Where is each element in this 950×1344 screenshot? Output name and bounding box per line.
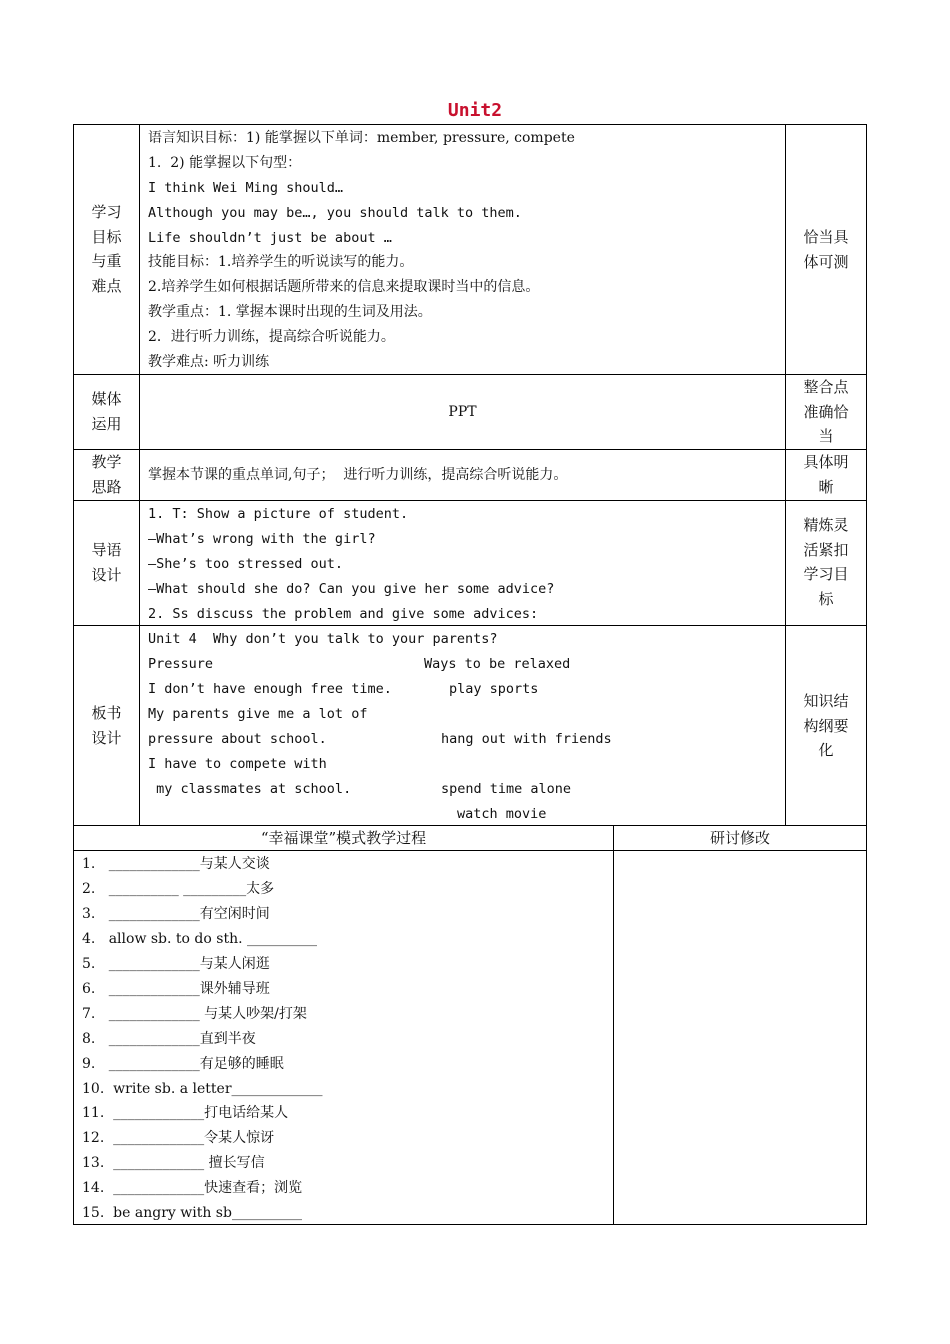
- board-left-line: Unit 4 Why don’t you talk to your parents?: [148, 631, 498, 647]
- thinking-note: 具体明 晰: [803, 453, 849, 496]
- process-item: 14. _____________快速查看；浏览: [82, 1180, 303, 1196]
- intro-line: 1. T: Show a picture of student.: [148, 506, 409, 522]
- process-item: 1. _____________与某人交谈: [82, 856, 270, 872]
- page-title: Unit2: [447, 100, 503, 121]
- board-right-line: hang out with friends: [441, 731, 612, 747]
- process-item: 3. _____________有空闲时间: [82, 906, 270, 922]
- goals-line: Life shouldn’t just be about …: [148, 230, 392, 246]
- goals-line: 技能目标：1.培养学生的听说读写的能力。: [148, 254, 414, 270]
- process-item: 4. allow sb. to do sth. __________: [82, 931, 317, 947]
- process-item: 13. _____________ 擅长写信: [82, 1155, 265, 1171]
- board-left-line: Pressure: [148, 656, 214, 672]
- goals-line: 教学难点: 听力训练: [148, 354, 270, 370]
- process-header: “幸福课堂”模式教学过程: [260, 829, 427, 847]
- thinking-label: 教学 思路: [91, 453, 122, 496]
- process-item: 7. _____________ 与某人吵架/打架: [82, 1006, 307, 1022]
- intro-label: 导语 设计: [91, 541, 122, 584]
- intro-note: 精炼灵 活紧扣 学习目 标: [803, 516, 849, 608]
- revision-header: 研讨修改: [709, 829, 770, 847]
- intro-line: 2. Ss discuss the problem and give some advices:: [148, 606, 539, 622]
- intro-line: —What should she do? Can you give her some advice?: [148, 581, 555, 597]
- process-item: 15. be angry with sb__________: [82, 1205, 302, 1221]
- goals-note: 恰当具 体可测: [803, 228, 849, 271]
- board-right-line: spend time alone: [441, 781, 572, 797]
- goals-line: 1. 2) 能掌握以下句型：: [148, 155, 302, 171]
- board-left-line: pressure about school.: [148, 731, 327, 747]
- goals-line: I think Wei Ming should…: [148, 180, 344, 196]
- board-note: 知识结 构纲要 化: [803, 692, 849, 760]
- board-label: 板书 设计: [91, 704, 122, 747]
- media-note: 整合点 准确恰 当: [803, 378, 849, 446]
- process-item: 11. _____________打电话给某人: [82, 1105, 289, 1121]
- board-left-line: my classmates at school.: [148, 781, 352, 797]
- board-right-line: play sports: [449, 681, 539, 697]
- board-left-line: I don’t have enough free time.: [148, 681, 392, 697]
- media-label: 媒体 运用: [91, 390, 122, 433]
- goals-line: 语言知识目标：1) 能掌握以下单词：member, pressure, compete: [148, 130, 575, 146]
- goals-line: 2.培养学生如何根据话题所带来的信息来提取课时当中的信息。: [148, 279, 540, 295]
- board-right-line: Ways to be relaxed: [424, 656, 571, 672]
- process-item: 2. __________ _________太多: [82, 881, 275, 897]
- goals-line: 2．进行听力训练，提高综合听说能力。: [148, 329, 395, 345]
- process-item: 5. _____________与某人闲逛: [82, 956, 270, 972]
- process-item: 10. write sb. a letter_____________: [82, 1081, 323, 1097]
- board-right-line: watch movie: [457, 806, 547, 822]
- process-item: 12. _____________令某人惊讶: [82, 1130, 275, 1146]
- thinking-content: 掌握本节课的重点单词,句子； 进行听力训练，提高综合听说能力。: [148, 467, 568, 483]
- process-item: 6. _____________课外辅导班: [82, 981, 270, 997]
- process-item: 8. _____________直到半夜: [82, 1031, 256, 1047]
- goals-label: 学习 目标 与重 难点: [91, 203, 122, 295]
- process-item: 9. _____________有足够的睡眠: [82, 1056, 284, 1072]
- media-content: PPT: [448, 404, 477, 420]
- goals-line: 教学重点：1. 掌握本课时出现的生词及用法。: [148, 304, 432, 320]
- intro-line: —She’s too stressed out.: [148, 556, 344, 572]
- board-left-line: I have to compete with: [148, 756, 327, 772]
- intro-line: —What’s wrong with the girl?: [148, 531, 376, 547]
- goals-line: Although you may be…, you should talk to them.: [148, 205, 522, 221]
- board-left-line: My parents give me a lot of: [148, 706, 368, 722]
